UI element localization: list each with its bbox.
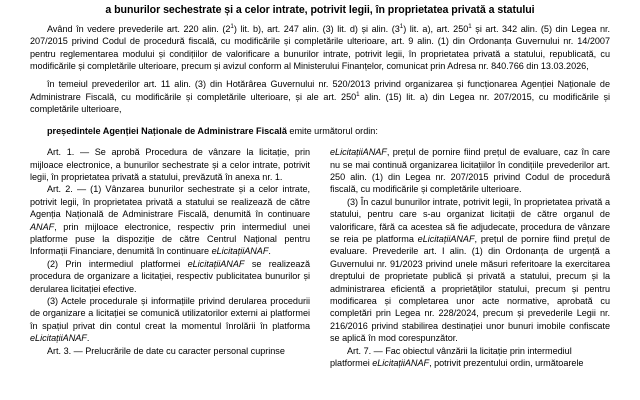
preamble-paragraph-1: Având în vedere prevederile art. 220 alin. $(2^1)$ lit. b), art. 247 alin. (3) lit. d) și alin. $(3^1)$ lit. a), art. $250^1$ și art. 342 alin. (5) din Legea nr. 207/2015 privind Codul de procedură fiscală, cu modificările și completările ulterioare, art. 9 alin. (1) din Ordonanța Guvernului nr. 14/2007 pentru reglementarea modului și condițiilor de valorificare a bunurilor intrate, potrivit legii, în proprietatea privată a statului, republicată, cu modificările și completările ulterioare, precum și avizul conform al Ministerului Finanțelor, comunicat prin Adresa nr. 840.766 din 13.03.2026, (30, 22, 611, 72)
article-1: Art. 1. — Se aprobă Procedura de vânzare la licitație, prin mijloace electronice, a bunurilor sechestrate și a celor intrate, potrivit legii, în proprietatea privată a statului, prevăzută în anexa nr. 1. (30, 147, 310, 182)
issuer-name: președintele Agenției Naționale de Administrare Fiscală (47, 125, 287, 136)
issuer-line (0, 125, 640, 137)
left-column (30, 146, 310, 357)
article-6-continuation: eLicitațiiANAF, prețul de pornire fiind prețul de evaluare, caz în care nu se mai continuă organizarea licitațiilor în condițiile prevederilor art. 250 alin. (1) din Legea nr. 207/2015 privind Codul de procedură fiscală, cu modificările și completările ulterioare. (330, 147, 610, 195)
issuer-verb: emite următorul ordin: (286, 125, 378, 136)
article-2-paragraph-3: (3) Actele procedurale și informațiile privind derularea procedurii de organizare a licitației se comunică utilizatorilor externi ai platformei în spațiul privat din contul creat la momentul înrolării în platforma eLicitațiiANAF. (30, 296, 310, 344)
article-3-partial: Art. 3. — Prelucrările de date cu caracter personal cuprinse (47, 345, 285, 356)
article-6-paragraph-3: (3) În cazul bunurilor intrate, potrivit legii, în proprietatea privată a statului, pentru care s-au organizat licitații de către organul de valorificare, fără ca acestea să fie adjudecate, procedura de vânzare se reia pe platforma eLicitațiiANAF, prețul de pornire fiind prețul de evaluare. Prevederile art. I alin. (1) din Ordonanța de urgență a Guvernului nr. 91/2023 privind unele măsuri referitoare la exercitarea dreptului de proprietate publică și privată a statului, precum și la administrarea eficientă a proprietăților statului, precum și pentru modificarea și completarea unor acte normative, aprobată cu completări prin Legea nr. 228/2024, precum și prevederile Legii nr. 216/2016 privind stabilirea destinației unor bunuri imobile confiscate se aplică în mod corespunzător. (330, 196, 610, 344)
right-column (330, 146, 610, 369)
article-7-partial: Art. 7. — Fac obiectul vânzării la licitație prin intermediul platformei eLicitațiiANAF, potrivit prezentului ordin, următoarele (330, 345, 584, 369)
article-2-paragraph-2: (2) Prin intermediul platformei eLicitațiiANAF se realizează procedura de organizare a licitației, respectiv publicitatea bunurilor și derularea licitației efective. (30, 258, 310, 294)
preamble-block (0, 23, 640, 116)
page-title: a bunurilor sechestrate și a celor intrate, potrivit legii, în proprietatea privată a statului (105, 4, 535, 16)
preamble-paragraph-2: în temeiul prevederilor art. 11 alin. (3) din Hotărârea Guvernului nr. 520/2013 privind organizarea și funcționarea Agenției Naționale de Administrare Fiscală, cu modificările și completările ulterioare, și ale art. $250^1$ alin. (15) lit. a) din Legea nr. 207/2015, cu modificările și completările ulterioare, (30, 79, 610, 115)
article-2-paragraph-1: Art. 2. — (1) Vânzarea bunurilor sechestrate și a celor intrate, potrivit legii, în proprietatea privată a statului se realizează de către Agenția Națională de Administrare Fiscală, denumită în continuare ANAF, prin mijloace electronice, respectiv prin intermediul unei platforme puse la dispoziție de către Centrul Național pentru Informații Financiare, denumită în continuare eLicitațiiANAF. (30, 184, 310, 257)
body-columns (0, 146, 640, 369)
